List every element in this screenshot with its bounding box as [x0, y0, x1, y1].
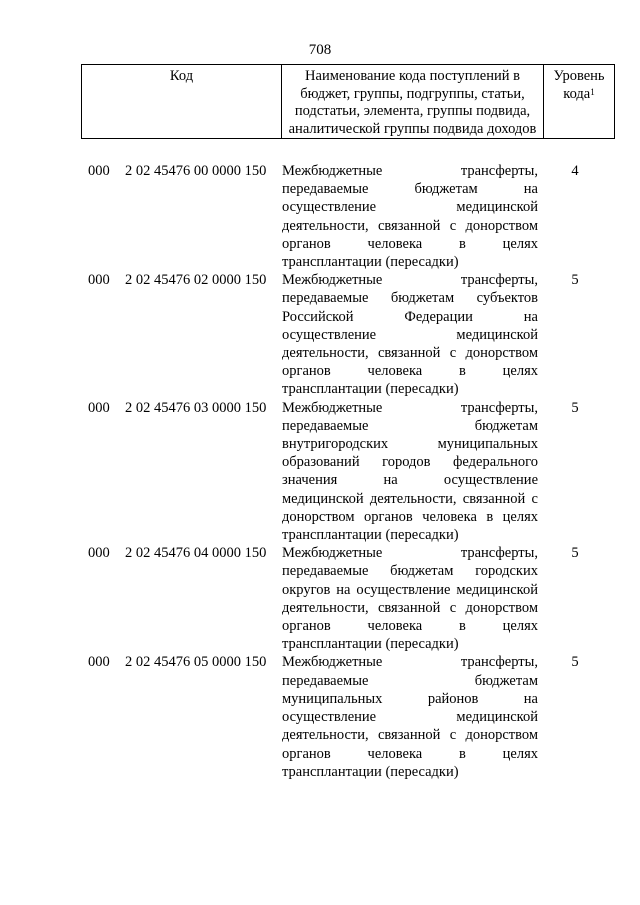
- income-name: Межбюджетные трансферты, передаваемые бюджетам внутригородских муниципальных образований городов федерального значения на осуществление медицинской деятельности, связанной с донорством органов человека в целях трансплантации (пересадки): [282, 399, 538, 544]
- income-code: 2 02 45476 02 0000 150: [125, 272, 267, 289]
- table-header: [81, 64, 615, 139]
- header-code: Код: [82, 65, 282, 139]
- header-level-label: Уровень кода: [553, 68, 605, 102]
- admin-code: 000: [88, 399, 110, 416]
- admin-code: 000: [88, 272, 110, 289]
- income-code: 2 02 45476 00 0000 150: [125, 163, 267, 179]
- table-row: [0, 399, 640, 545]
- income-name: Межбюджетные трансферты, передаваемые бюджетам городских округов на осуществление медицинской деятельности, связанной с донорством органов человека в целях трансплантации (пересадки): [282, 545, 538, 653]
- income-name: Межбюджетные трансферты, передаваемые бюджетам субъектов Российской Федерации на осуществление медицинской деятельности, связанной с донорством органов человека в целях трансплантации (пересадки): [282, 272, 538, 398]
- income-code: 2 02 45476 05 0000 150: [125, 654, 267, 671]
- code-level: 5: [571, 399, 579, 416]
- header-level: [544, 65, 615, 139]
- admin-code: 000: [88, 545, 110, 562]
- income-name: Межбюджетные трансферты, передаваемые бюджетам на осуществление медицинской деятельности, связанной с донорством органов человека в целях трансплантации (пересадки): [282, 163, 538, 271]
- header-level-footnote: 1: [590, 86, 595, 97]
- code-level: 4: [571, 163, 579, 179]
- code-level: 5: [571, 545, 579, 562]
- income-code: 2 02 45476 03 0000 150: [125, 399, 267, 416]
- table-row: [0, 653, 640, 780]
- code-level: 5: [571, 272, 579, 289]
- page-number: 708: [308, 42, 332, 58]
- code-level: 5: [571, 654, 579, 671]
- table-row: [0, 271, 640, 398]
- table-body: [0, 162, 640, 781]
- table-row: [0, 162, 640, 271]
- admin-code: 000: [88, 654, 110, 671]
- table-row: [0, 544, 640, 653]
- admin-code: 000: [88, 163, 110, 179]
- header-name: Наименование кода поступлений в бюджет, группы, подгруппы, статьи, подстатьи, элемента, группы подвида, аналитической группы подвида доходов: [282, 65, 544, 139]
- income-name: Межбюджетные трансферты, передаваемые бюджетам муниципальных районов на осуществление медицинской деятельности, связанной с донорством органов человека в целях трансплантации (пересадки): [282, 654, 538, 780]
- income-code: 2 02 45476 04 0000 150: [125, 545, 267, 562]
